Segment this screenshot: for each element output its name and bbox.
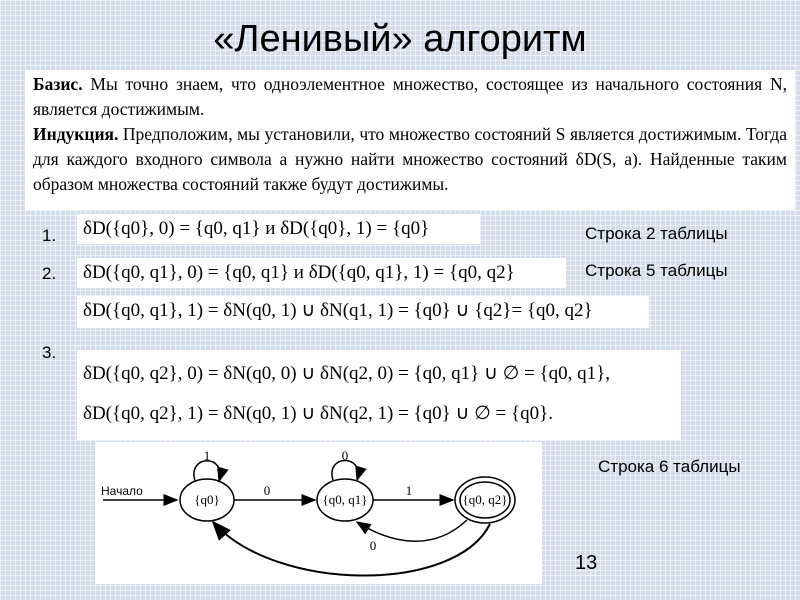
edge-q0q1-to-q0q2-label: 1 (405, 483, 413, 498)
dfa-diagram (95, 442, 542, 584)
formula-step-2-detail: δD({q0, q1}, 1) = δN(q0, 1) ∪ δN(q1, 1) = {q0} ∪ {q2}= {q0, q2} (77, 296, 649, 328)
slide-title: «Ленивый» алгоритм (213, 18, 587, 60)
loop-q0-label: 1 (203, 448, 211, 463)
formula-step-3-line-1: δD({q0, q2}, 1) = δN(q0, 1) ∪ δN(q2, 1) = {q0} ∪ ∅ = {q0}. (83, 403, 553, 424)
induction-heading: Индукция. (33, 124, 119, 144)
basis-text: Мы точно знаем, что одноэлементное множество, состоящее из начального состояния N, является достижимым. (33, 74, 787, 119)
edge-q0q2-to-q0q1-label: 0 (369, 538, 377, 553)
step-number-1: 1. (42, 226, 57, 245)
note-step-2: Строка 5 таблицы (585, 261, 728, 280)
loop-q0q1-label: 0 (341, 448, 349, 463)
loop-q0 (194, 461, 220, 481)
state-q0q2-label: {q0, q2} (462, 492, 508, 507)
formula-step-2: δD({q0, q1}, 0) = {q0, q1} и δD({q0, q1}, 1) = {q0, q2} (77, 258, 566, 288)
state-q0q1-label: {q0, q1} (322, 492, 368, 507)
definition-text-block (25, 70, 795, 210)
state-q0-label: {q0} (194, 492, 220, 507)
loop-q0q1 (332, 461, 358, 481)
start-label: Начало (101, 484, 143, 498)
dfa-diagram-svg (95, 442, 542, 584)
note-step-3: Строка 6 таблицы (598, 457, 741, 476)
formula-step-1: δD({q0}, 0) = {q0, q1} и δD({q0}, 1) = {q0} (77, 214, 480, 244)
formula-step-3-line-0: δD({q0, q2}, 0) = δN(q0, 0) ∪ δN(q2, 0) = {q0, q1} ∪ ∅ = {q0, q1}, (83, 363, 610, 384)
page-number: 13 (575, 552, 598, 574)
induction-text: Предположим, мы установили, что множество состояний S является достижимым. Тогда для каждого входного символа a нужно найти множество состояний δD(S, a). Найденные таким образом множества состояний также будут достижимы. (33, 124, 787, 194)
note-step-1: Строка 2 таблицы (585, 224, 728, 243)
formula-step-3 (77, 350, 681, 440)
basis-heading: Базис. (33, 74, 83, 94)
induction-paragraph (33, 122, 787, 197)
edge-q0q2-to-q0 (213, 522, 490, 576)
step-number-3: 3. (42, 343, 57, 362)
basis-paragraph (33, 72, 787, 122)
step-number-2: 2. (42, 264, 57, 283)
edge-q0-to-q0q1-label: 0 (263, 483, 271, 498)
